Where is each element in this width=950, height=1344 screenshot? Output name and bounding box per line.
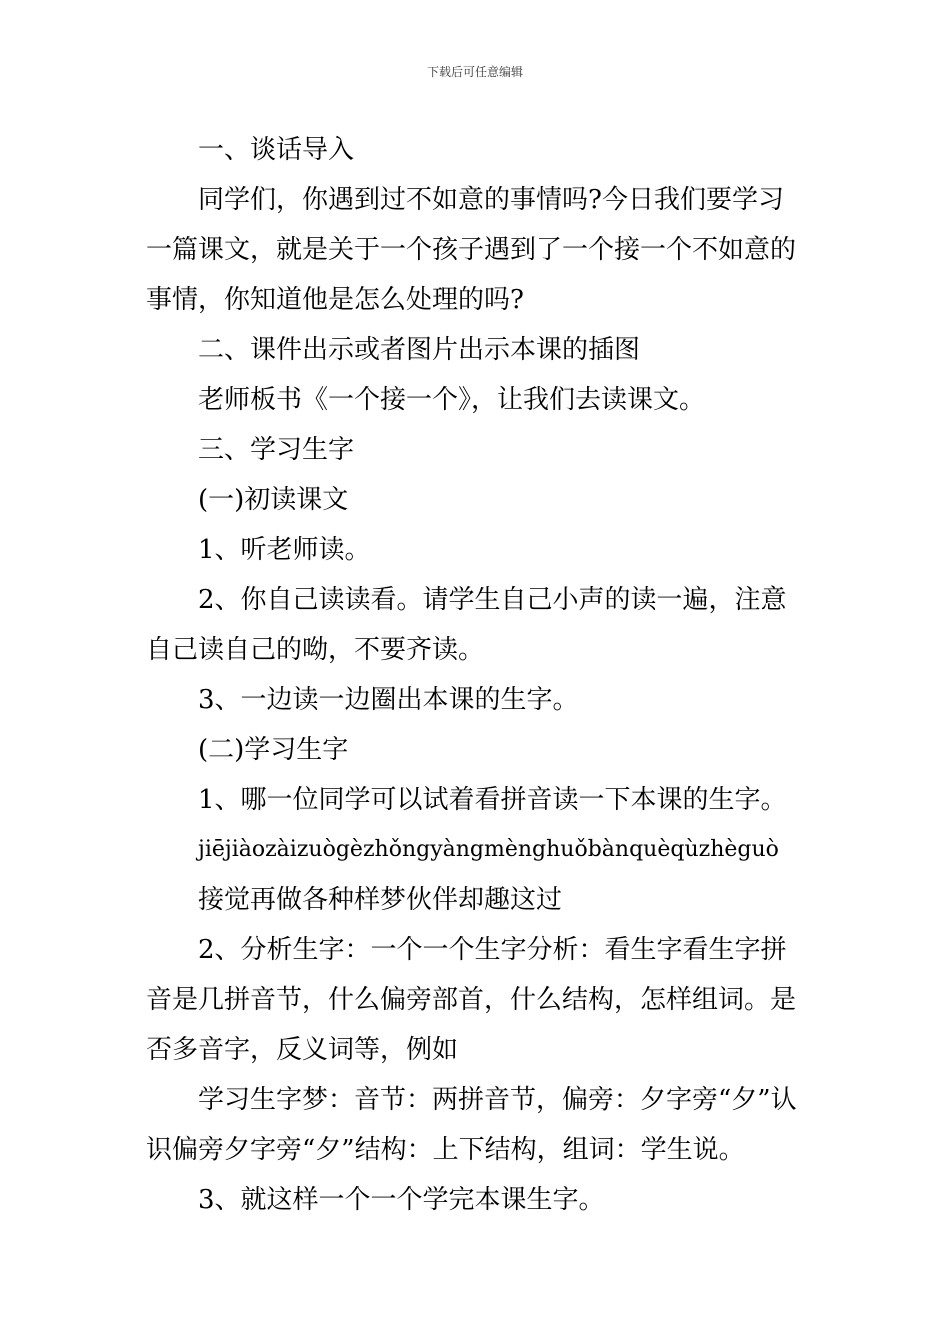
paragraph: 同学们，你遇到过不如意的事情吗?今日我们要学习一篇课文，就是关于一个孩子遇到了一个接一个不如意的事情，你知道他是怎么处理的吗? [146,185,797,315]
section-heading-courseware: 二、课件出示或者图片出示本课的插图 [198,335,641,365]
paragraph: 学习生字梦：音节：两拼音节，偏旁：夕字旁“夕”认识偏旁夕字旁“夕”结构：上下结构，组词：学生说。 [146,1085,797,1165]
list-item: 1、听老师读。 [198,535,371,565]
pinyin-line: jiējiàozàizuògèzhǒngyàngmènghuǒbànquèqùzhèguò [198,837,779,862]
section-heading-characters: 三、学习生字 [198,435,355,465]
document-body [146,125,808,1225]
subsection-heading-learn-characters: (二)学习生字 [198,735,349,765]
subsection-heading-first-reading: (一)初读课文 [198,485,349,515]
list-item: 2、你自己读读看。请学生自己小声的读一遍，注意自己读自己的呦，不要齐读。 [146,585,787,665]
list-item: 2、分析生字：一个一个生字分析：看生字看生字拼音是几拼音节，什么偏旁部首，什么结构，怎样组词。是否多音字，反义词等，例如 [146,935,797,1065]
page-header-note: 下载后可任意编辑 [426,65,523,79]
list-item: 1、哪一位同学可以试着看拼音读一下本课的生字。 [198,785,787,815]
paragraph: 老师板书《一个接一个》，让我们去读课文。 [198,385,706,415]
list-item: 3、一边读一边圈出本课的生字。 [198,685,579,715]
section-heading-intro: 一、谈话导入 [198,135,355,165]
characters-line: 接觉再做各种样梦伙伴却趣这过 [198,885,563,915]
list-item: 3、就这样一个一个学完本课生字。 [198,1185,605,1215]
